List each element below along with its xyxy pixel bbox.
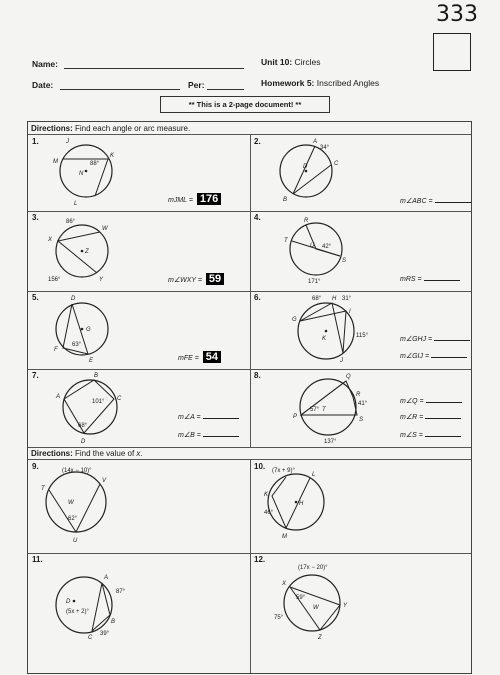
point-label: A	[104, 575, 109, 581]
problem-6: 6. H G K I J 68° 31° 115° m∠GHJ = m∠GIJ =	[250, 291, 471, 370]
directions-x: Directions: Find the value of x.	[31, 449, 143, 458]
problem-11: 11. A D C B 87° (5x + 2)° 39°	[28, 553, 251, 673]
answer-7b[interactable]: m∠B =	[178, 429, 239, 439]
problem-2: 2. A C D B 34° m∠ABC =	[250, 135, 471, 212]
answer-2[interactable]: m∠ABC =	[400, 195, 471, 205]
answer-7a[interactable]: m∠A =	[178, 411, 239, 421]
answer-3[interactable]: m∠WXY = 59	[168, 273, 224, 285]
measure-label: 63°	[72, 342, 82, 348]
point-label: T	[322, 407, 326, 413]
point-label: A	[313, 139, 318, 145]
measure-label: (5x + 2)°	[66, 609, 89, 615]
point-label: Z	[85, 249, 89, 255]
point-label: X	[282, 581, 287, 587]
date-field[interactable]	[60, 89, 180, 90]
point-label: K	[322, 336, 327, 342]
point-label: H	[332, 296, 337, 302]
answer-1[interactable]: mJML = 176	[168, 193, 221, 205]
circle-diagram-10	[250, 460, 471, 553]
per-field[interactable]	[207, 89, 244, 90]
measure-label: 57°	[310, 407, 320, 413]
point-label: G	[86, 327, 91, 333]
point-label: W	[68, 500, 74, 506]
point-label: D	[81, 439, 86, 445]
answer-5[interactable]: mFE = 54	[178, 351, 221, 363]
answer-8a[interactable]: m∠Q =	[400, 395, 462, 405]
point-label: Y	[343, 603, 348, 609]
problem-8: 8. Q R P T S 41° 137° 57° m∠Q = m∠R = m∠S =	[250, 369, 471, 448]
measure-label: 68°	[312, 296, 322, 302]
measure-label: 42°	[322, 244, 332, 250]
point-label: S	[359, 417, 364, 423]
measure-label: 75°	[274, 615, 284, 621]
point-label: Q	[346, 374, 351, 380]
point-label: I	[349, 309, 351, 315]
point-label: M	[282, 534, 287, 540]
point-label: C	[88, 635, 93, 641]
circle-diagram-12	[250, 553, 471, 673]
measure-label: 59°	[296, 595, 306, 601]
problem-5: 5. D G F E 63° mFE = 54	[28, 291, 251, 370]
two-page-banner: ** This is a 2-page document! **	[160, 96, 330, 113]
measure-label: 86°	[66, 219, 76, 225]
point-label: B	[283, 197, 288, 203]
point-label: D	[303, 164, 308, 170]
answer-4[interactable]: mRS =	[400, 273, 460, 283]
date-label: Date:	[32, 80, 54, 90]
point-label: D	[71, 296, 76, 302]
homework-title: Homework 5: Inscribed Angles	[261, 78, 380, 88]
problem-9: 9. T V W U (14x − 10)° 62°	[28, 460, 251, 554]
point-label: J	[66, 139, 69, 145]
point-label: C	[334, 161, 339, 167]
point-label: X	[48, 237, 53, 243]
point-label: K	[264, 492, 269, 498]
answer-6a[interactable]: m∠GHJ =	[400, 333, 470, 343]
point-label: Z	[318, 635, 322, 641]
point-label: E	[89, 358, 94, 364]
measure-label: 39°	[100, 631, 110, 637]
point-label: R	[356, 392, 361, 398]
point-label: B	[111, 619, 116, 625]
point-label: D	[66, 599, 71, 605]
problem-3: 3. W X Z Y 86° 156° m∠WXY = 59	[28, 211, 251, 292]
point-label: U	[310, 243, 315, 249]
point-label: C	[117, 396, 122, 402]
problem-7: 7. A B C D 101° 68° m∠A = m∠B =	[28, 369, 251, 448]
point-label: N	[79, 171, 84, 177]
measure-label: 31°	[342, 296, 352, 302]
name-field[interactable]	[64, 68, 244, 69]
problem-10: 10. L K H M (7x + 9)° 46°	[250, 460, 471, 554]
point-label: G	[292, 317, 297, 323]
answer-8c[interactable]: m∠S =	[400, 429, 461, 439]
measure-label: 156°	[48, 277, 61, 283]
measure-label: 87°	[116, 589, 126, 595]
point-label: S	[342, 258, 347, 264]
measure-label: 41°	[358, 401, 368, 407]
point-label: T	[41, 486, 45, 492]
problem-4: 4. R T U S 42° 171° mRS =	[250, 211, 471, 292]
point-label: K	[110, 153, 115, 159]
point-label: U	[73, 538, 78, 544]
measure-label: 101°	[92, 399, 105, 405]
measure-label: 171°	[308, 279, 321, 285]
point-label: R	[304, 218, 309, 224]
measure-label: 137°	[324, 439, 337, 445]
answer-6b[interactable]: m∠GIJ =	[400, 350, 467, 360]
per-label: Per:	[188, 80, 205, 90]
point-label: H	[299, 501, 304, 507]
point-label: P	[293, 414, 298, 420]
point-label: B	[94, 373, 99, 379]
point-label: T	[284, 238, 288, 244]
measure-label: (17x − 20)°	[298, 565, 328, 571]
name-label: Name:	[32, 59, 58, 69]
point-label: V	[102, 478, 107, 484]
measure-label: 115°	[356, 333, 368, 339]
score-box	[433, 33, 471, 71]
point-label: Y	[99, 277, 104, 283]
directions-angles: Directions: Find each angle or arc measure.	[31, 124, 191, 133]
measure-label: 62°	[68, 516, 78, 522]
measure-label: 34°	[320, 145, 330, 151]
point-label: A	[56, 394, 61, 400]
problem-1: 1. J K M N L 88° mJML = 176	[28, 135, 251, 212]
worksheet	[27, 121, 472, 674]
measure-label: (7x + 9)°	[272, 468, 295, 474]
measure-label: (14x − 10)°	[62, 468, 92, 474]
measure-label: 46°	[264, 510, 274, 516]
measure-label: 88°	[90, 161, 100, 167]
score-number: 333	[436, 2, 478, 27]
point-label: M	[53, 159, 58, 165]
circle-diagram-11	[28, 553, 250, 673]
problem-12: 12. X Y W Z (17x − 20)° 59° 75°	[250, 553, 471, 673]
point-label: F	[54, 347, 58, 353]
measure-label: 68°	[78, 423, 88, 429]
answer-8b[interactable]: m∠R =	[400, 411, 461, 421]
point-label: L	[312, 472, 316, 478]
point-label: W	[102, 226, 108, 232]
point-label: W	[313, 605, 319, 611]
unit-title: Unit 10: Circles	[261, 57, 321, 67]
point-label: L	[74, 201, 78, 207]
circle-diagram-9	[28, 460, 250, 553]
point-label: J	[340, 358, 343, 364]
